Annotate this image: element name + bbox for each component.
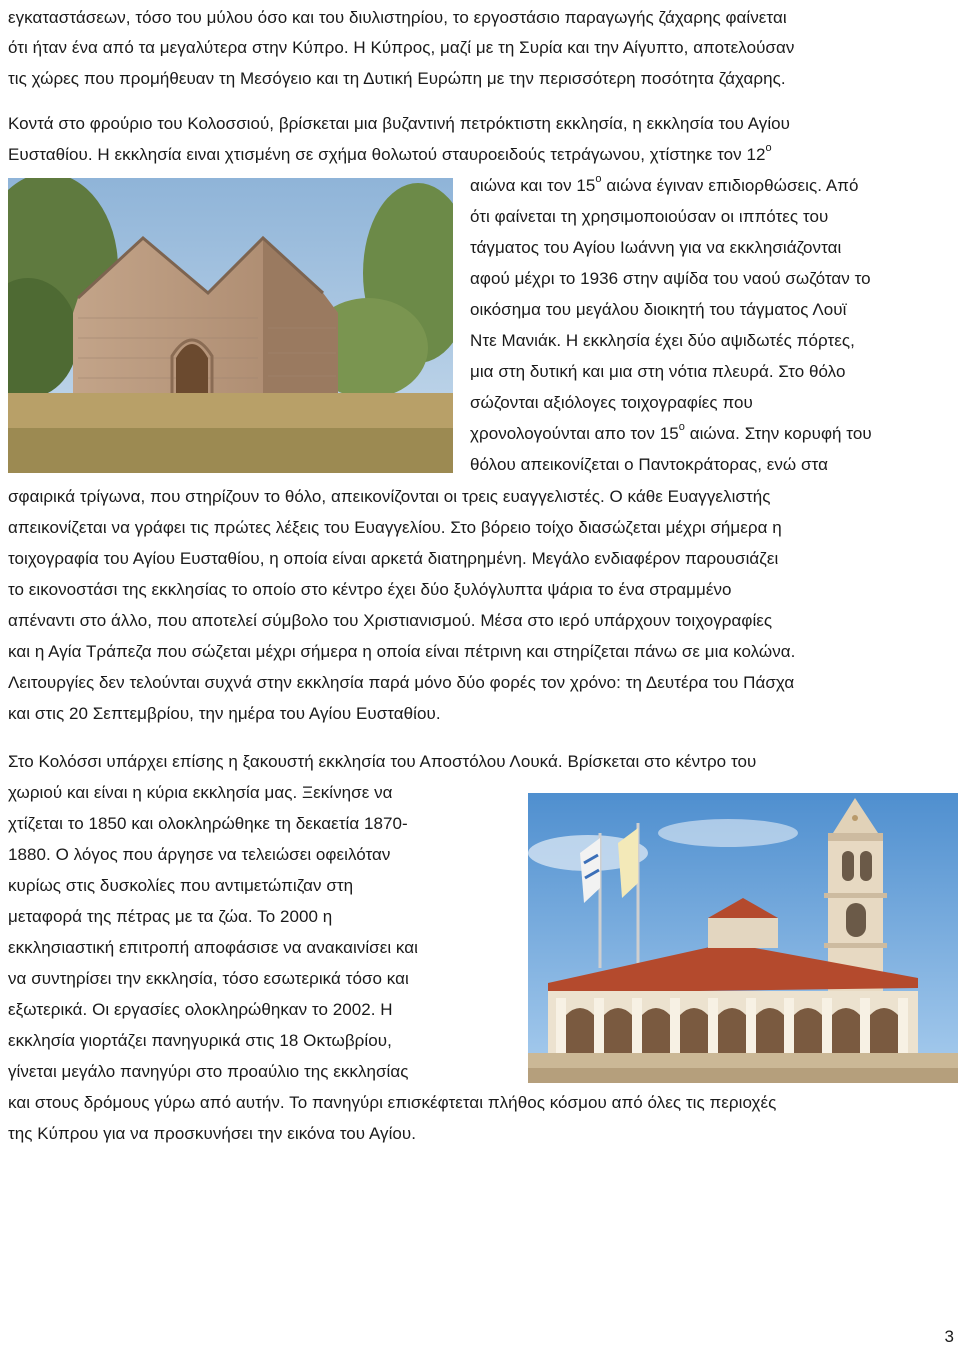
text-line: εκκλησία γιορτάζει πανηγυρικά στις 18 Οκτωβρίου, [8,1031,392,1050]
page-number: 3 [944,1327,954,1346]
text-line: το εικονοστάσι της εκκλησίας το οποίο στο κέντρο έχει δύο ξυλόγλυπτα ψάρια το ένα στραμμένο [8,580,732,599]
text-line: τις χώρες που προμήθευαν τη Μεσόγειο και τη Δυτική Ευρώπη με την περισσότερη ποσότητα ζάχαρης. [8,69,786,88]
text-span: Ευσταθίου. Η εκκλησία ειναι χτισμένη σε σχήμα θολωτού σταυροειδούς τετράγωνου, χτίστηκε τον 12 [8,145,766,164]
byzantine-church-illustration [8,178,453,473]
church-photo-apostolos-loukas [528,793,958,1083]
text-line: και στις 20 Σεπτεμβρίου, την ημέρα του Αγίου Ευσταθίου. [8,704,441,723]
text-line: εξωτερικά. Οι εργασίες ολοκληρώθηκαν το 2002. Η [8,1000,393,1019]
text-line: κυρίως στις δυσκολίες που αντιμετώπιζαν στη [8,876,354,895]
text-line: να συντηρίσει την εκκλησία, τόσο εσωτερικά τόσο και [8,969,409,988]
text-line: σώζονται αξιόλογες τοιχογραφίες που [470,393,753,412]
text-line: εγκαταστάσεων, τόσο του μύλου όσο και του διυλιστηρίου, το εργοστάσιο παραγωγής ζάχαρης φαίνεται [8,8,787,27]
text-line: σφαιρικά τρίγωνα, που στηρίζουν το θόλο, απεικονίζονται οι τρεις ευαγγελιστές. Ο κάθε Ευαγγελιστής [8,487,771,506]
text-line [470,175,859,197]
text-line: 1880. Ο λόγος που άργησε να τελειώσει οφειλόταν [8,845,391,864]
superscript: ο [765,142,772,155]
text-line: απεικονίζεται να γράφει τις πρώτες λέξεις του Ευαγγελίου. Στο βόρειο τοίχο διασώζεται μέχρι σήμερα η [8,518,782,537]
text-line: και στους δρόμους γύρω από αυτήν. Το πανηγύρι επισκέφτεται πλήθος κόσμου από όλες τις περιοχές [8,1093,777,1112]
church-with-belltower-illustration [528,793,958,1083]
text-line: ότι ήταν ένα από τα μεγαλύτερα στην Κύπρο. Η Κύπρος, μαζί με τη Συρία και την Αίγυπτο, αποτελούσαν [8,38,795,57]
church-photo-agios-efstathios [8,178,453,473]
text-line: αφού μέχρι το 1936 στην αψίδα του ναού σωζόταν το [470,269,871,288]
superscript: ο [595,173,602,186]
text-line [8,144,772,166]
text-line: χωριού και είναι η κύρια εκκλησία μας. Ξεκίνησε να [8,783,393,802]
text-line: Λειτουργίες δεν τελούνται συχνά στην εκκλησία παρά μόνο δύο φορές τον χρόνο: τη Δευτέρα του Πάσχα [8,673,795,692]
text-line: απέναντι στο άλλο, που αποτελεί σύμβολο του Χριστιανισμού. Μέσα στο ιερό υπάρχουν τοιχογραφίες [8,611,773,630]
text-span: αιώνα έγιναν επιδιορθώσεις. Από [601,176,859,195]
text-line: τοιχογραφία του Αγίου Ευσταθίου, η οποία είναι αρκετά διατηρημένη. Μεγάλο ενδιαφέρον παρουσιάζει [8,549,779,568]
text-line: της Κύπρου για να προσκυνήσει την εικόνα του Αγίου. [8,1124,417,1143]
text-line: χτίζεται το 1850 και ολοκληρώθηκε τη δεκαετία 1870- [8,814,408,833]
text-line: τάγματος του Αγίου Ιωάννη για να εκκλησιάζονται [470,238,842,257]
text-line: εκκλησιαστική επιτροπή αποφάσισε να ανακαινίσει και [8,938,418,957]
text-line: θόλου απεικονίζεται ο Παντοκράτορας, ενώ στα [470,455,828,474]
text-line: Κοντά στο φρούριο του Κολοσσιού, βρίσκεται μια βυζαντινή πετρόκτιστη εκκλησία, η εκκλησία του Αγίου [8,114,791,133]
text-line: μια στη δυτική και μια στη νότια πλευρά. Στο θόλο [470,362,846,381]
text-line: οικόσημα του μεγάλου διοικητή του τάγματος Λουϊ [470,300,847,319]
text-line: γίνεται μεγάλο πανηγύρι στο προαύλιο της εκκλησίας [8,1062,409,1081]
text-line: ότι φαίνεται τη χρησιμοποιούσαν οι ιππότες του [470,207,829,226]
text-line: Στο Κολόσσι υπάρχει επίσης η ξακουστή εκκλησία του Αποστόλου Λουκά. Βρίσκεται στο κέντρο του [8,752,757,771]
text-line: μεταφορά της πέτρας με τα ζώα. Το 2000 η [8,907,333,926]
text-line: και η Αγία Τράπεζα που σώζεται μέχρι σήμερα η οποία είναι πέτρινη και στηρίζεται πάνω σε μια κολώνα. [8,642,796,661]
superscript: ο [678,421,685,434]
text-span: χρονολογούνται απο τον 15 [470,424,679,443]
text-span: αιώνα και τον 15 [470,176,596,195]
text-span: αιώνα. Στην κορυφή του [684,424,872,443]
text-line: Ντε Μανιάκ. Η εκκλησία έχει δύο αψιδωτές πόρτες, [470,331,855,350]
text-line [470,423,872,445]
